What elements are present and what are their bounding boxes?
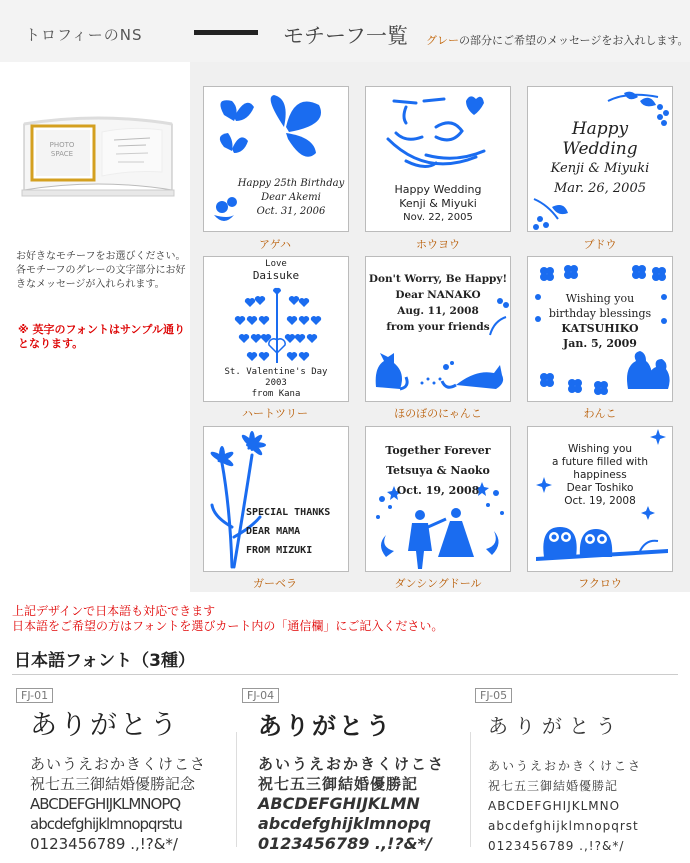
font-sample-kana: あいうえおかきくけこさ [488,759,643,773]
motif-caption-dogs: わんこ [583,407,617,420]
fonts-title: 日本語フォント（3種） [14,651,195,671]
motif-tile-ageha[interactable] [203,86,349,232]
motif-line: Dear Akemi [261,192,321,203]
font-sample-lower: abcdefghijklmnopqrstu [30,815,182,833]
motif-line: St. Valentine's Day [224,367,328,377]
motif-line: Love [265,259,287,269]
motif-line: Together Forever [385,444,491,457]
motif-line: from Kana [251,389,301,399]
motif-line: Mar. 26, 2005 [553,181,646,196]
motif-caption-cats: ほのぼのにゃんこ [394,407,482,420]
font-sample-kanji: 祝七五三御結婚優勝記 [488,779,619,793]
motif-tile-gerbera[interactable] [203,426,349,572]
left-description: お好きなモチーフをお選びください。各モチーフのグレーの文字部分にお好きなメッセージが入れられます。 [16,251,186,290]
motif-line: Dear NANAKO [395,289,481,301]
font-sample-fj04[interactable] [258,706,445,854]
header-bar [190,0,690,62]
font-note: ※ 英字のフォントはサンプル通りとなります。 [18,323,185,350]
font-sample-digits: 0123456789 .,!?&*/ [488,839,625,853]
font-id-fj04: FJ-04 [242,688,279,703]
left-header [0,0,190,62]
motif-line: Wedding [562,139,638,159]
motif-tile-cats[interactable] [365,256,511,402]
motif-line: a future filled with [552,456,648,468]
motif-line: Kenji & Miyuki [399,197,477,210]
motif-line: Happy Wedding [394,183,482,196]
motif-line: DEAR MAMA [246,526,301,537]
motif-line: Kenji & Miyuki [550,161,650,176]
motif-line: Happy [571,119,629,139]
motif-line: Oct. 19, 2008 [564,495,636,507]
divider [236,732,237,847]
motif-line: Dear Toshiko [566,482,634,494]
font-sample-fj05[interactable] [488,706,642,856]
motif-tile-houyou[interactable] [365,86,511,232]
font-sample-upper: ABCDEFGHIJKLMNO [488,799,621,813]
motif-line: Jan. 5, 2009 [563,337,637,350]
motif-caption-budou: ブドウ [583,238,617,251]
motif-line: Oct. 19, 2008 [396,484,480,497]
motif-tile-dogs[interactable] [527,256,673,402]
motif-caption-houyou: ホウヨウ [416,238,460,251]
font-sample-text: ありがとう [30,710,180,741]
motif-line: SPECIAL THANKS [246,507,331,518]
japanese-note-line2: 日本語をご希望の方はフォントを選びカート内の「通信欄」にご記入ください。 [12,619,444,633]
motif-caption-ageha: アゲハ [258,238,291,251]
photo-space-label: PHOTO SPACE [49,141,75,158]
motif-line: from your friends [386,321,490,333]
japanese-note-line1: 上記デザインで日本語も対応できます [12,604,216,618]
font-sample-digits: 0123456789 .,!?&*/ [30,835,178,853]
motif-line: Wishing you [565,292,635,305]
font-id-fj01: FJ-01 [16,688,53,703]
font-sample-upper: ABCDEFGHIJKLMNOPQ [30,795,181,813]
font-sample-text: ありがとう [488,714,623,738]
motif-caption-dancing-doll: ダンシングドール [394,577,482,590]
font-sample-kanji: 祝七五三御結婚優勝記 [258,775,419,793]
motif-line: Happy 25th Birthday [237,178,345,189]
motif-line: happiness [573,469,627,481]
japanese-note [12,604,443,634]
motif-caption-owl: フクロウ [578,577,622,590]
motif-line: Wishing you [567,443,633,455]
header-note-rest: の部分にご希望のメッセージをお入れします。 [459,34,689,47]
motif-line: Tetsuya & Naoko [386,464,490,477]
motif-caption-heart-tree: ハートツリー [242,407,308,420]
motif-line: birthday blessings [548,307,652,320]
motif-line: Aug. 11, 2008 [397,305,479,317]
motif-line: FROM MIZUKI [246,545,313,556]
font-sample-fj01[interactable] [30,706,206,854]
font-id-fj05: FJ-05 [475,688,512,703]
motif-tile-owl[interactable] [527,426,673,572]
header-note-gray: グレー [426,34,459,47]
divider [470,732,471,847]
font-sample-kanji: 祝七五三御結婚優勝記念 [30,775,196,793]
font-sample-kana: あいうえおかきくけこさ [258,755,446,773]
motif-line: 2003 [265,378,287,388]
site-title: トロフィーのNS [25,26,143,44]
font-sample-text: ありがとう [258,712,393,740]
header-decor-line [194,30,258,35]
motif-line: Oct. 31, 2006 [256,206,326,217]
header-note [426,32,688,48]
font-sample-lower: abcdefghijklmnopq [258,814,431,833]
font-sample-upper: ABCDEFGHIJKLMN [258,794,420,813]
motif-tile-heart-tree[interactable] [203,256,349,402]
motif-line: Don't Worry, Be Happy! [368,273,508,285]
motif-line: Nov. 22, 2005 [403,212,473,223]
page-title: モチーフ一覧 [283,24,408,48]
motif-caption-gerbera: ガーベラ [253,577,297,590]
motif-line: KATSUHIKO [561,322,639,335]
motif-line: Daisuke [252,269,300,282]
font-sample-digits: 0123456789 .,!?&*/ [258,834,432,853]
motif-tile-budou[interactable] [527,86,673,232]
font-sample-lower: abcdefghijklmnopqrst [488,819,639,833]
font-sample-kana: あいうえおかきくけこさ [30,755,207,773]
divider [12,674,678,675]
motif-tile-dancing-doll[interactable] [365,426,511,572]
